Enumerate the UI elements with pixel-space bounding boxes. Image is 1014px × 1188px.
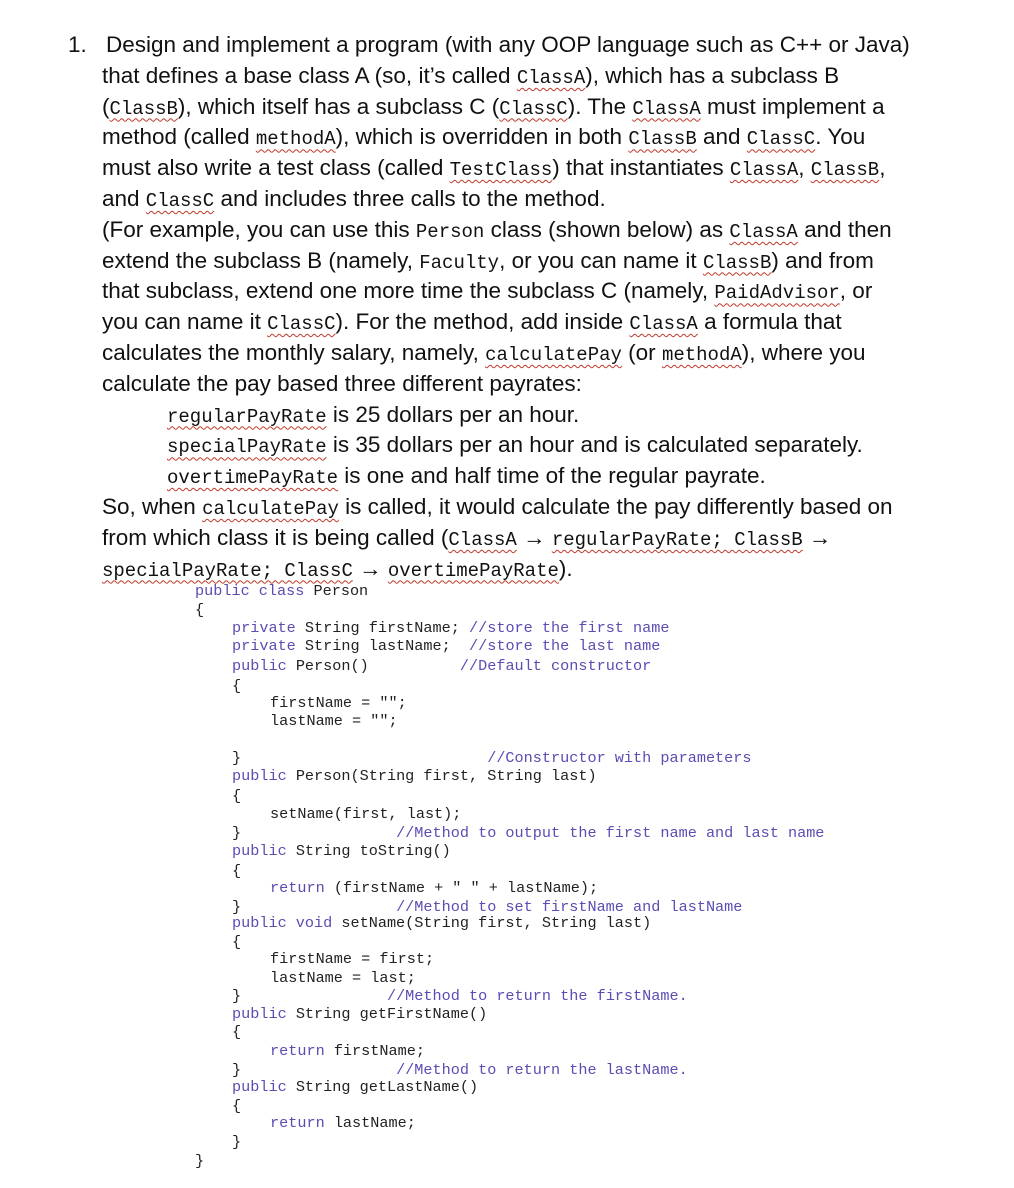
text-run: . You — [815, 124, 866, 150]
code-text: } — [232, 1133, 242, 1151]
text-run: a formula that — [697, 309, 842, 335]
text-line — [102, 338, 866, 371]
text-line — [102, 369, 582, 400]
code-line — [270, 805, 461, 823]
text-run: ). The — [567, 93, 633, 119]
code-keyword: public void — [232, 914, 342, 932]
code-text: setName(first, last); — [270, 805, 462, 823]
code-term: Faculty — [419, 251, 500, 274]
code-keyword: public — [232, 1078, 296, 1096]
code-text: { — [232, 677, 242, 695]
code-line — [270, 694, 407, 712]
code-line — [232, 824, 824, 842]
code-keyword: return — [270, 879, 334, 897]
text-run: ), which has a subclass B — [585, 62, 840, 88]
code-line — [195, 582, 368, 600]
code-term: ClassA — [629, 313, 698, 336]
text-run: calculate the pay based three different payrates: — [102, 370, 582, 396]
code-text: String firstName; — [304, 619, 469, 637]
text-run: ). — [558, 555, 573, 581]
code-keyword: private — [232, 637, 305, 655]
code-term: TestClass — [449, 159, 553, 182]
text-line — [102, 92, 885, 125]
text-run: → — [516, 524, 552, 550]
code-text: } — [232, 824, 397, 842]
code-text: (firstName + " " + lastName); — [333, 879, 599, 897]
code-line — [232, 749, 752, 767]
text-run: , — [879, 155, 886, 181]
code-keyword: public — [232, 767, 296, 785]
code-comment: //Method to return the lastName. — [396, 1061, 688, 1079]
code-text: String lastName; — [304, 637, 469, 655]
code-line — [270, 950, 434, 968]
code-term: overtimePayRate — [167, 467, 339, 490]
code-text: } — [232, 1061, 397, 1079]
code-keyword: return — [270, 1042, 334, 1060]
text-run: ). For the method, add inside — [335, 309, 630, 335]
code-text: String getFirstName() — [295, 1005, 488, 1023]
code-line — [195, 1152, 204, 1170]
text-run: , or — [839, 278, 873, 304]
code-term: Person — [415, 220, 485, 243]
code-line — [270, 712, 398, 730]
text-run: → — [802, 524, 832, 550]
text-run: (For example, you can use this — [102, 216, 416, 242]
code-text: String getLastName() — [295, 1078, 479, 1096]
code-text: String toString() — [295, 842, 451, 860]
code-line — [232, 767, 597, 785]
code-term: calculatePay — [202, 498, 339, 520]
question-number: 1. — [68, 32, 87, 57]
text-line — [167, 461, 766, 494]
text-run: is 35 dollars per an hour and is calculated separately. — [326, 432, 863, 458]
text-line — [102, 276, 872, 309]
text-run: is one and half time of the regular payrate. — [338, 463, 766, 489]
code-term: ClassC — [267, 313, 336, 336]
code-term: overtimePayRate — [387, 559, 559, 582]
code-text: { — [195, 601, 205, 619]
code-term: ClassB — [628, 128, 697, 151]
code-text: } — [232, 749, 488, 767]
code-comment: //Method to set firstName and lastName — [396, 898, 743, 916]
code-keyword: public — [232, 1005, 296, 1023]
code-text: } — [232, 987, 387, 1005]
code-line — [232, 914, 651, 932]
text-run: → — [352, 555, 388, 581]
code-text: lastName; — [333, 1114, 416, 1132]
text-line — [167, 400, 579, 433]
code-term: regularPayRate; ClassB — [551, 528, 803, 551]
text-run: that defines a base class A (so, it’s called — [102, 62, 517, 88]
code-term: PaidAdvisor — [714, 282, 840, 305]
code-text: lastName = last; — [270, 969, 416, 987]
code-term: ClassC — [746, 128, 816, 151]
text-line — [167, 430, 863, 463]
code-text: lastName = ""; — [270, 712, 398, 730]
code-line — [232, 933, 241, 951]
code-line — [270, 969, 416, 987]
code-line — [232, 1005, 487, 1023]
text-run: So, when — [102, 494, 203, 519]
code-term: ClassC — [499, 97, 568, 120]
text-run: and — [696, 124, 747, 150]
code-comment: //Method to return the firstName. — [386, 987, 688, 1005]
code-line — [232, 787, 241, 805]
code-line — [232, 1133, 241, 1151]
code-comment: //store the first name — [468, 619, 670, 637]
text-run: ), where you — [741, 340, 866, 365]
code-keyword: public — [232, 657, 296, 675]
code-keyword: private — [232, 619, 305, 637]
code-line — [232, 862, 241, 880]
code-text: { — [232, 787, 242, 805]
code-term: ClassA — [448, 528, 517, 551]
code-term: ClassA — [729, 159, 799, 182]
code-line — [232, 657, 651, 675]
code-keyword: public — [232, 842, 296, 860]
text-run: extend the subclass B (namely, — [102, 247, 420, 273]
text-line — [102, 184, 606, 217]
code-line — [270, 879, 598, 897]
text-line — [102, 492, 893, 525]
code-line — [232, 1078, 478, 1096]
text-line — [102, 246, 874, 279]
text-line — [102, 307, 842, 340]
code-line — [232, 677, 241, 695]
code-line — [270, 1042, 425, 1060]
text-run: ), which itself has a subclass C ( — [177, 93, 500, 119]
text-run: ( — [102, 93, 110, 119]
text-line — [68, 30, 910, 61]
code-line — [232, 1023, 241, 1041]
text-run: you can name it — [102, 309, 268, 335]
text-run: ) that instantiates — [552, 155, 730, 181]
code-line — [232, 1097, 241, 1115]
code-text: } — [232, 898, 397, 916]
code-text: { — [232, 862, 242, 880]
text-run: and then — [797, 216, 892, 242]
text-line — [102, 122, 865, 155]
code-text: { — [232, 1097, 242, 1115]
code-term: specialPayRate — [167, 436, 327, 459]
code-text: { — [232, 933, 242, 951]
code-term: ClassB — [702, 251, 772, 274]
code-comment: //Method to output the first name and last name — [396, 824, 825, 842]
code-term: calculatePay — [485, 344, 622, 366]
text-run: and — [102, 186, 146, 211]
code-text: firstName; — [333, 1042, 425, 1060]
code-comment: //store the last name — [468, 637, 661, 655]
code-term: ClassA — [632, 97, 701, 120]
text-run: , or you can name it — [499, 247, 703, 273]
code-term: ClassA — [516, 66, 586, 89]
code-line — [270, 1114, 416, 1132]
text-run: (or — [621, 340, 662, 365]
text-run: method (called — [102, 124, 256, 150]
text-run: and includes three calls to the method. — [214, 186, 606, 211]
text-run: class (shown below) as — [484, 216, 730, 242]
code-term: methodA — [661, 344, 742, 366]
text-run: ), which is overridden in both — [335, 124, 629, 150]
code-term: regularPayRate — [167, 405, 327, 428]
text-run: is called, it would calculate the pay differently based on — [338, 494, 893, 519]
code-term: specialPayRate; ClassC — [102, 559, 353, 582]
code-text: setName(String first, String last) — [341, 914, 652, 932]
text-run: , — [798, 155, 811, 181]
text-run: must also write a test class (called — [102, 155, 450, 181]
code-term: ClassB — [109, 97, 178, 120]
code-text: firstName = first; — [270, 950, 435, 968]
code-text: Person() — [295, 657, 460, 675]
code-comment: //Constructor with parameters — [487, 749, 752, 767]
code-text: { — [232, 1023, 242, 1041]
text-run: from which class it is being called ( — [102, 524, 449, 550]
text-run: must implement a — [700, 93, 885, 119]
code-line — [232, 637, 660, 655]
code-term: methodA — [255, 128, 336, 151]
code-text: Person — [313, 582, 369, 600]
code-term: ClassA — [729, 220, 798, 243]
text-run: calculates the monthly salary, namely, — [102, 340, 486, 365]
text-line — [102, 61, 839, 94]
text-run: Design and implement a program (with any OOP language such as C++ or Java) — [106, 32, 910, 57]
text-run: is 25 dollars per an hour. — [326, 401, 580, 427]
code-term: ClassC — [145, 190, 215, 212]
code-keyword: return — [270, 1114, 334, 1132]
code-text: Person(String first, String last) — [295, 767, 597, 785]
text-run: ) and from — [771, 247, 874, 273]
code-text: firstName = ""; — [270, 694, 407, 712]
text-line — [102, 523, 831, 556]
text-line — [102, 215, 892, 248]
code-line — [232, 987, 688, 1005]
code-line — [232, 1061, 688, 1079]
text-line — [102, 153, 885, 186]
code-text: } — [195, 1152, 205, 1170]
code-term: ClassB — [810, 159, 880, 182]
code-line — [232, 842, 451, 860]
code-keyword: public class — [195, 582, 314, 600]
text-run: that subclass, extend one more time the subclass C (namely, — [102, 278, 715, 304]
code-line — [195, 601, 204, 619]
code-line — [232, 619, 670, 637]
code-comment: //Default constructor — [459, 657, 652, 675]
